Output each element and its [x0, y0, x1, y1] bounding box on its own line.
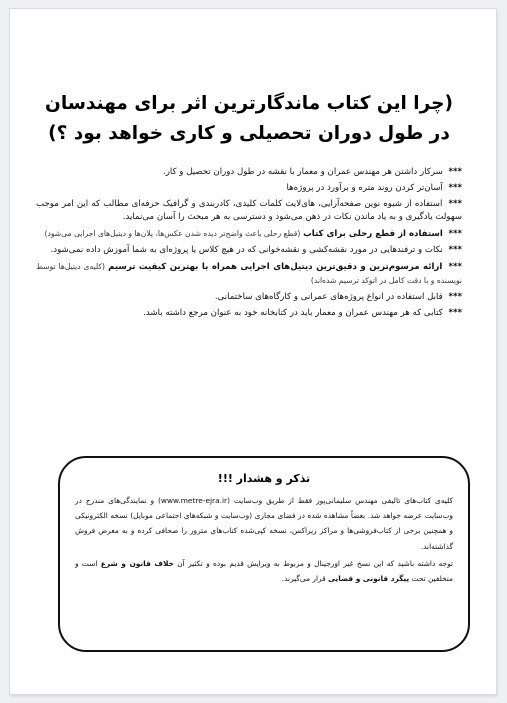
warning-paragraph: کلیه‌ی کتاب‌های تالیفی مهندس سلیمانی‌پور فقط از طریق وب‌سایت (www.metre-ejra.ir) و نمایندگی‌های مندرج در وب‌سایت عرضه خواهد شد. بعضاً مشاهده شده در فضای مجازی (وب‌سایت و شبکه‌های اجتماعی موبایل) نسخه الکترونیکی و همچنین برخی از کتاب‌فروشی‌ها و مراکز زیراکس، نسخه کپی‌شده کتاب‌های مترور را صحافی کرده و به معرض فروش گذاشته‌اند. [75, 496, 453, 551]
bullet-marker: *** [448, 167, 462, 177]
list-item-text: قابل استفاده در انواع پروژه‌های عمرانی و کارگاه‌های ساختمانی. [214, 292, 443, 302]
list-item-note: (کلیه‌ی دیتیل‌ها توسط نویسنده و با دقت کامل در اتوکد ترسیم شده‌اند) [36, 262, 462, 285]
warning-title: تذکر و هشدار !!! [217, 472, 311, 485]
list-item [36, 244, 462, 257]
list-item [36, 166, 462, 179]
warning-text-segment: توجه داشته باشید که این نسخ غیر اورجینال و مربوط به ویرایش قدیم بوده و تکثیر آن [177, 558, 453, 568]
list-item-text: کتابی که هر مهندس عمران و معمار باید در کتابخانه خود به عنوان مرجع داشته باشد. [143, 308, 443, 318]
list-item [36, 182, 462, 195]
list-item-text: ارائه مرسوم‌ترین و دقیق‌ترین دیتیل‌های اجرایی همراه با بهترین کیفیت ترسیم [108, 262, 443, 272]
warning-text-segment: قرار می‌گیرند. [281, 574, 326, 584]
document-title: (چرا این کتاب ماندگارترین اثر برای مهندسان در طول دوران تحصیلی و کاری خواهد بود ؟) [45, 93, 453, 144]
bullet-marker: *** [448, 308, 462, 318]
warning-emphasis: خلاف قانون و شرع [100, 558, 174, 568]
list-item-text: آسان‌تر کردن روند متره و برآورد در پروژه‌ها [286, 183, 443, 193]
document-content [36, 89, 462, 323]
list-item-text: استفاده از شیوه نوین صفحه‌آرایی، های‌لایت کلمات کلیدی، کادربندی و گرافیک حرفه‌ای مطالب که این امر موجب سهولت یادگیری و به یاد ماندن نکات در ذهن می‌شود و دسترسی به هر مبحث را آسان می‌نماید. [36, 199, 462, 222]
bullet-marker: *** [448, 183, 462, 193]
list-item [36, 291, 462, 304]
warning-text-segment: است و متخلفین تحت [75, 558, 453, 584]
warning-paragraph [75, 556, 453, 586]
list-item-text: نکات و ترفندهایی در مورد نقشه‌کشی و نقشه‌خوانی که در هیچ کلاس یا پروژه‌ای به شما آموزش داده نمی‌شود. [50, 245, 443, 255]
list-item-text: سرکار داشتن هر مهندس عمران و معمار با نقشه در طول دوران تحصیل و کار. [162, 167, 443, 177]
bullet-marker: *** [448, 229, 462, 239]
list-item-text: استفاده از قطع رحلی برای کتاب [303, 229, 443, 239]
bullet-marker: *** [448, 245, 462, 255]
warning-emphasis: پیگرد قانونی و قضایی [327, 574, 410, 584]
list-item [36, 260, 462, 288]
bullet-marker: *** [448, 199, 463, 209]
list-item-note: (قطع رحلی باعث واضح‌تر دیده شدن عکس‌ها، پلان‌ها و دیتیل‌های اجرایی می‌شود) [44, 229, 301, 238]
bullet-marker: *** [448, 292, 462, 302]
feature-list [36, 166, 462, 320]
warning-box [58, 456, 470, 652]
document-page [10, 9, 496, 694]
list-item [36, 227, 462, 241]
warning-text [60, 493, 468, 586]
list-item [36, 307, 462, 320]
bullet-marker: *** [448, 262, 462, 272]
list-item [36, 198, 462, 224]
